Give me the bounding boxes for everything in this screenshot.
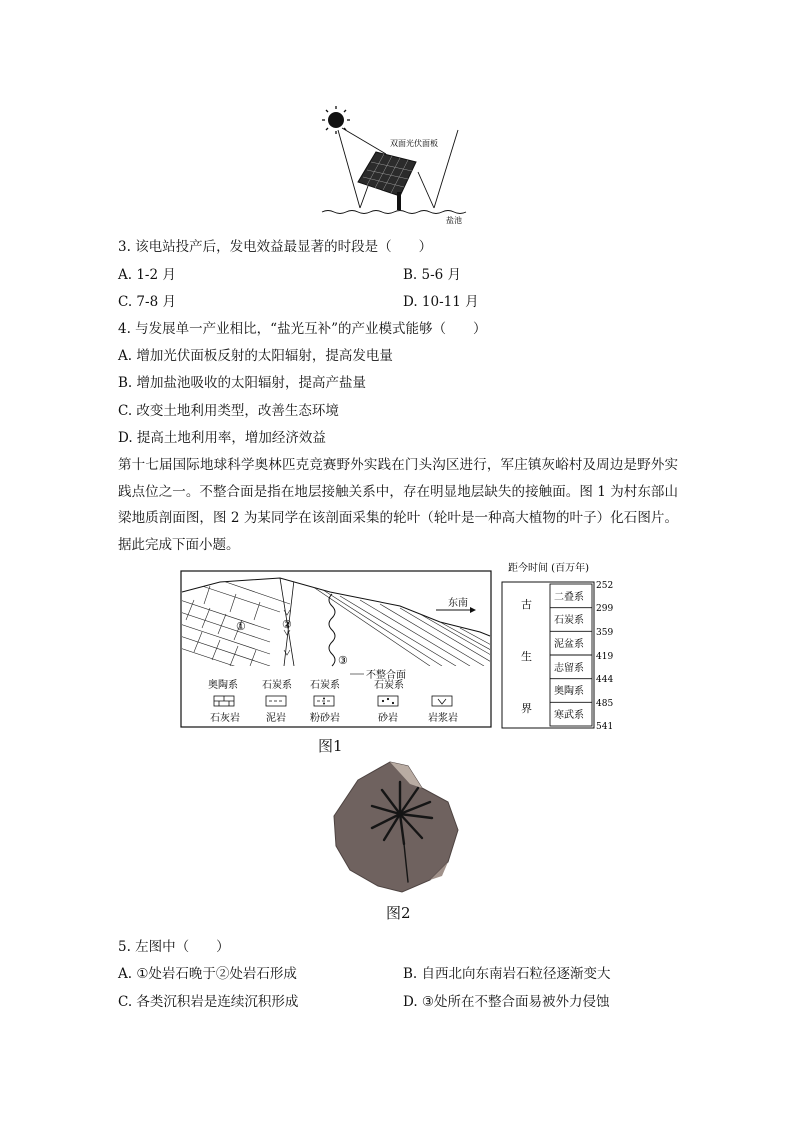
q5-option-c[interactable]: C. 各类沉积岩是连续沉积形成 bbox=[118, 994, 299, 1010]
solar-panel-figure bbox=[318, 100, 478, 230]
geologic-timescale bbox=[500, 560, 620, 732]
q3-option-d[interactable]: D. 10-11 月 bbox=[403, 294, 479, 310]
age-3: 359 bbox=[596, 628, 614, 638]
panel-label: 双面光伏面板 bbox=[390, 139, 438, 148]
q3-stem: 3. 该电站投产后，发电效益最显著的时段是（ ） bbox=[118, 239, 433, 255]
age-6: 485 bbox=[596, 699, 614, 709]
marker-2: ② bbox=[282, 618, 292, 631]
legend-system-2: 石炭系 bbox=[262, 680, 292, 691]
age-7: 541 bbox=[596, 722, 614, 732]
direction-label: 东南 bbox=[448, 598, 468, 609]
age-5: 444 bbox=[596, 675, 614, 685]
legend-system-4: 石炭系 bbox=[374, 680, 404, 691]
period-6: 寒武系 bbox=[554, 710, 584, 721]
q5-option-d[interactable]: D. ③处所在不整合面易被外力侵蚀 bbox=[403, 994, 610, 1010]
q3-option-c[interactable]: C. 7-8 月 bbox=[118, 294, 176, 310]
legend-system-3: 石炭系 bbox=[310, 680, 340, 691]
q4-option-d[interactable]: D. 提高土地利用率，增加经济效益 bbox=[118, 430, 326, 446]
legend-system-1: 奥陶系 bbox=[208, 680, 238, 691]
marker-3: ③ bbox=[338, 654, 348, 667]
unconformity-label: 不整合面 bbox=[366, 670, 406, 681]
q4-stem: 4. 与发展单一产业相比，“盐光互补”的产业模式能够（ ） bbox=[118, 321, 487, 337]
pond-label: 盐池 bbox=[446, 216, 462, 225]
salt-pond-water bbox=[322, 211, 466, 214]
period-4: 志留系 bbox=[554, 663, 584, 674]
passage-text: 第十七届国际地球科学奥林匹克竞赛野外实践在门头沟区进行，军庄镇灰峪村及周边是野外实践点位之一。不整合面是指在地层接触关系中，存在明显地层缺失的接触面。图 1 为村东部山梁地质剖面图，图 2 为某同学在该剖面采集的轮叶（轮叶是一种高大植物的叶子）化石图片。据此完成下面小题。 bbox=[118, 457, 678, 553]
legend-rock-3: 粉砂岩 bbox=[310, 713, 340, 724]
era-char-2: 生 bbox=[521, 650, 532, 663]
legend-rock-2: 泥岩 bbox=[266, 713, 286, 724]
figure2-fossil-photo bbox=[330, 758, 460, 894]
figure1-cross-section bbox=[180, 570, 492, 730]
period-5: 奥陶系 bbox=[554, 686, 584, 697]
q4-option-c[interactable]: C. 改变土地利用类型，改善生态环境 bbox=[118, 403, 339, 419]
photovoltaic-panel bbox=[358, 152, 416, 210]
q5-stem: 5. 左图中（ ） bbox=[118, 939, 230, 955]
age-2: 299 bbox=[596, 604, 614, 614]
q4-option-a[interactable]: A. 增加光伏面板反射的太阳辐射，提高发电量 bbox=[118, 348, 393, 364]
figure1-caption: 图1 bbox=[318, 737, 343, 755]
era-char-3: 界 bbox=[521, 702, 532, 715]
era-char-1: 古 bbox=[521, 598, 532, 611]
age-4: 419 bbox=[596, 652, 614, 662]
figure2-caption: 图2 bbox=[386, 904, 411, 922]
period-1: 二叠系 bbox=[554, 592, 584, 603]
q3-option-a[interactable]: A. 1-2 月 bbox=[118, 267, 176, 283]
marker-1: ① bbox=[236, 620, 246, 633]
legend-rock-4: 砂岩 bbox=[378, 713, 398, 724]
period-2: 石炭系 bbox=[554, 615, 584, 626]
age-1: 252 bbox=[596, 581, 614, 591]
legend-rock-5: 岩浆岩 bbox=[428, 713, 458, 724]
legend-rock-1: 石灰岩 bbox=[210, 713, 240, 724]
q4-option-b[interactable]: B. 增加盐池吸收的太阳辐射，提高产盐量 bbox=[118, 375, 367, 391]
q5-option-a[interactable]: A. ①处岩石晚于②处岩石形成 bbox=[118, 966, 297, 982]
q3-option-b[interactable]: B. 5-6 月 bbox=[403, 267, 462, 283]
timescale-title: 距今时间 (百万年) bbox=[508, 563, 589, 574]
q5-option-b[interactable]: B. 自西北向东南岩石粒径逐渐变大 bbox=[403, 966, 611, 982]
period-3: 泥盆系 bbox=[554, 639, 584, 650]
